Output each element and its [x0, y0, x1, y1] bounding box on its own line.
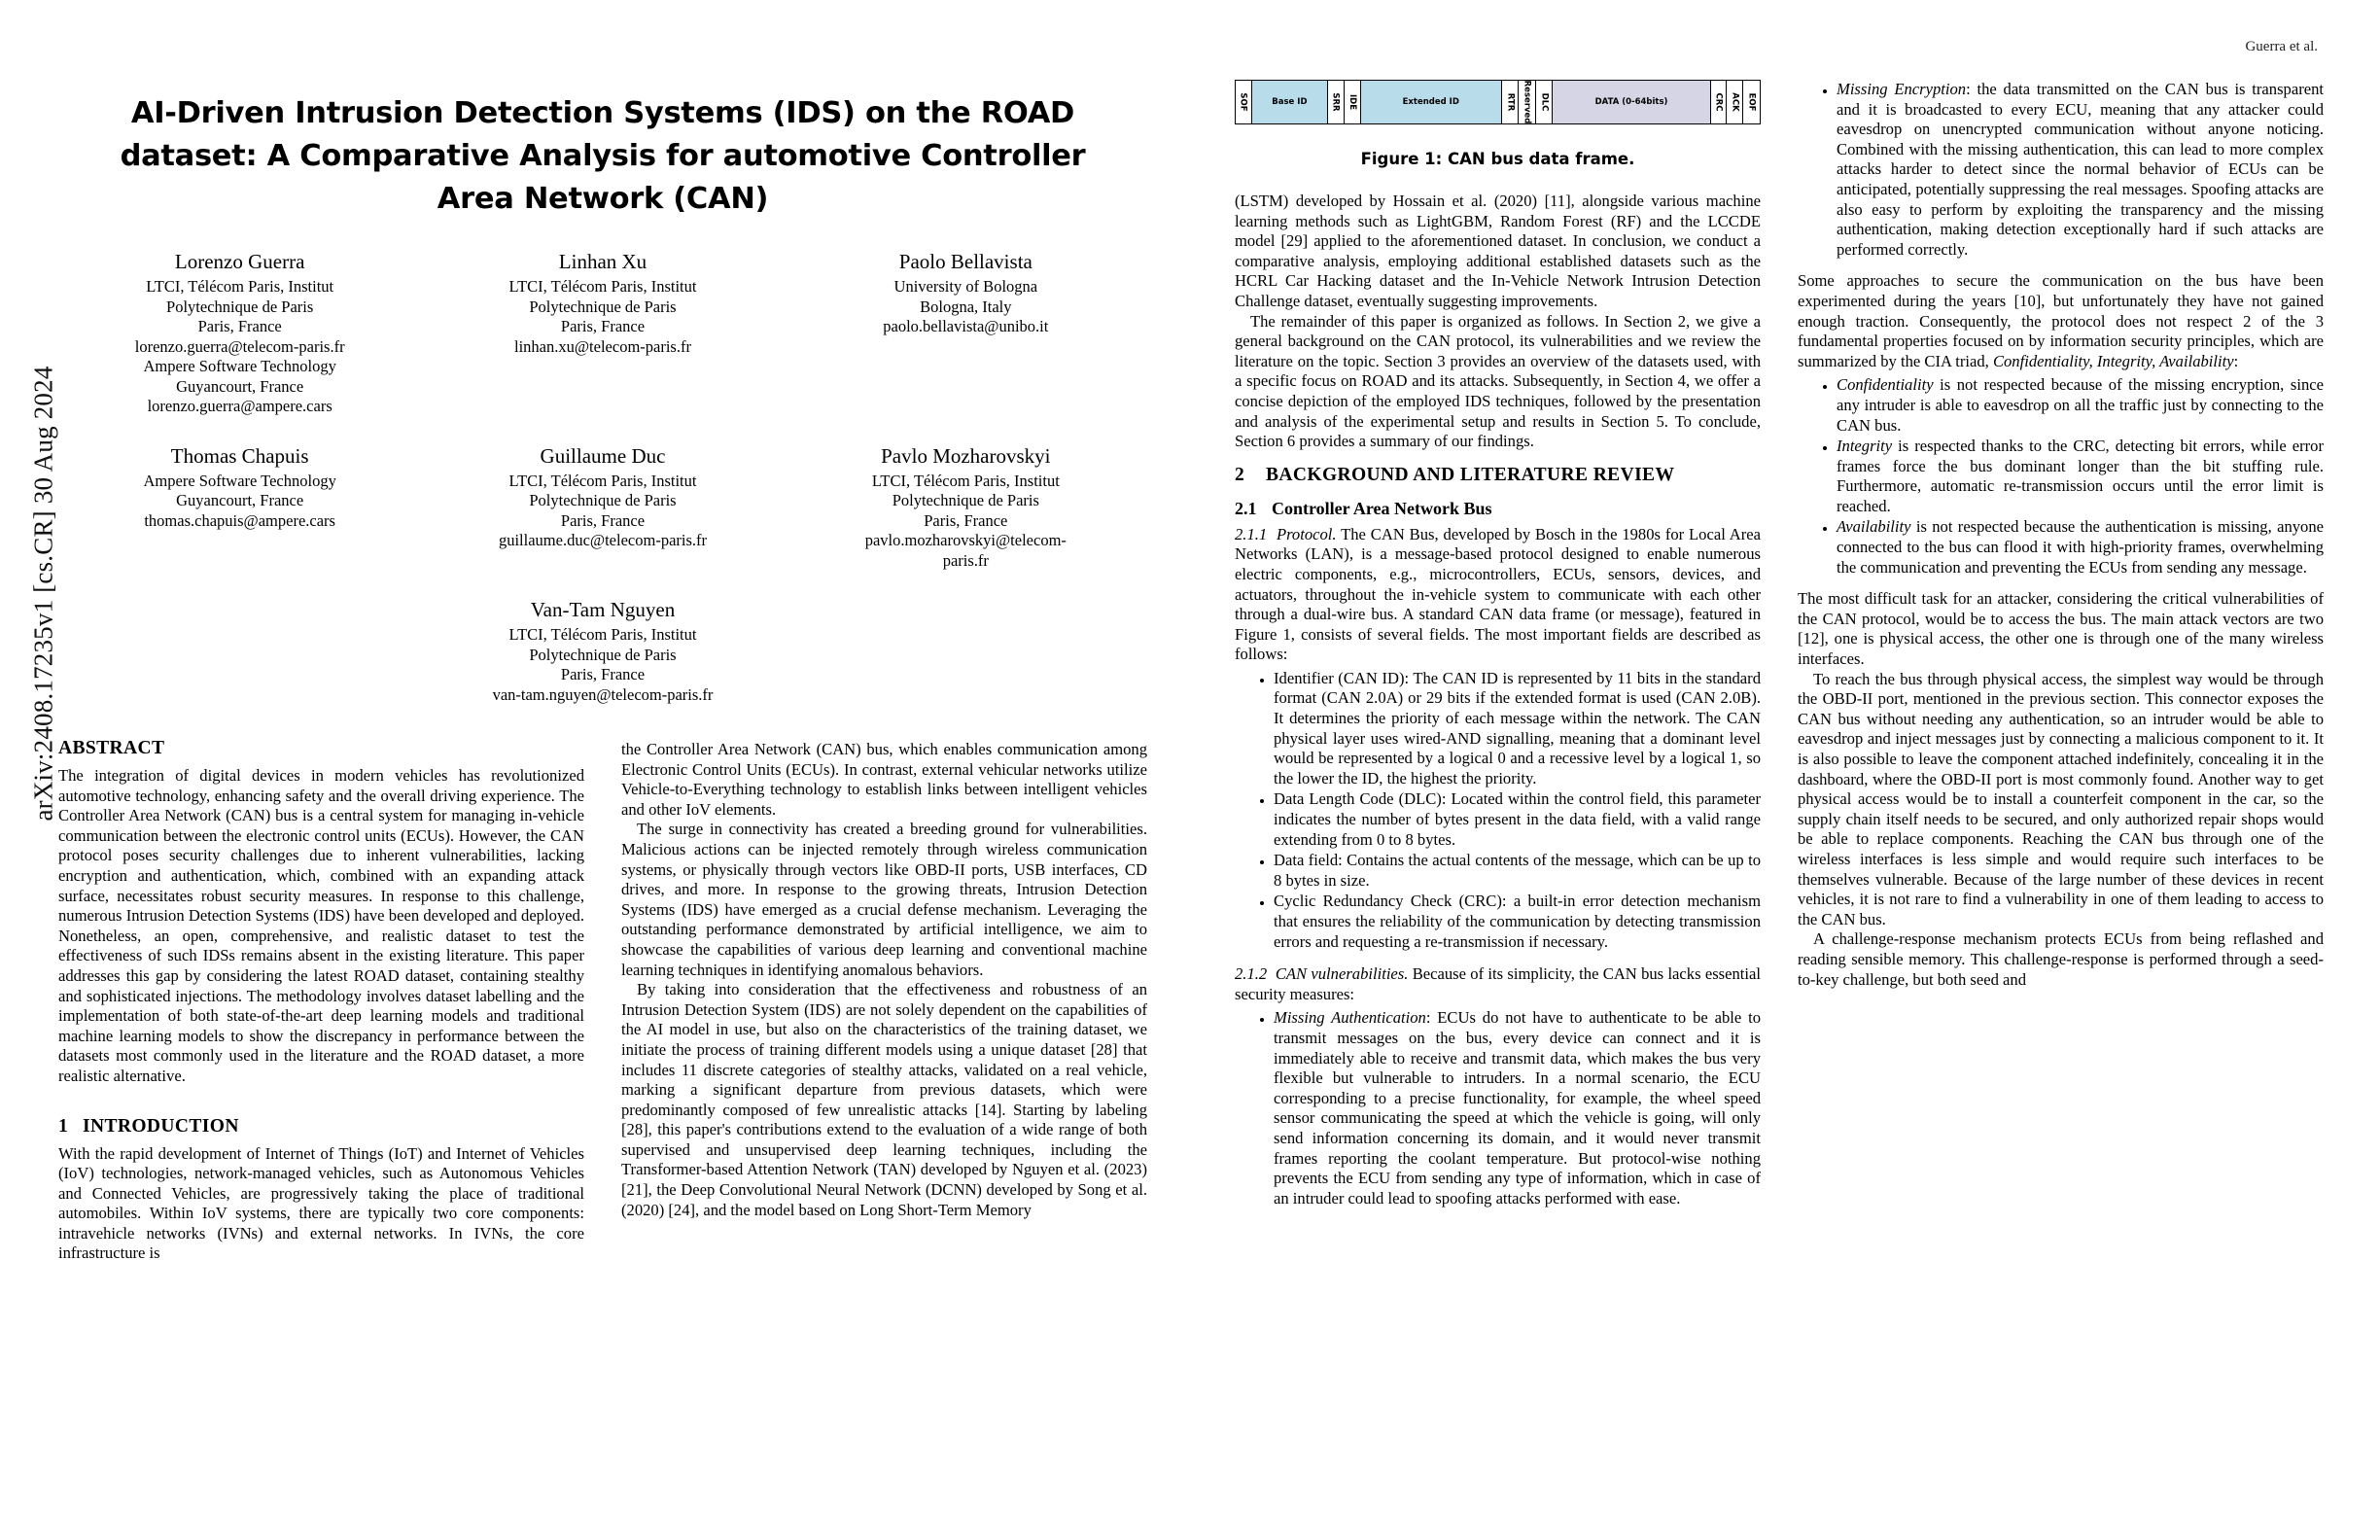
author-email[interactable]: paolo.bellavista@unibo.it — [883, 317, 1049, 335]
protocol-paragraph — [1235, 525, 1761, 665]
author-affil-line: Paris, France — [560, 317, 646, 335]
arxiv-stamp: arXiv:2408.17235v1 [cs.CR] 30 Aug 2024 — [28, 366, 58, 822]
can-frame-field-extended-id — [1361, 81, 1502, 123]
can-frame-field-label: SRR — [1330, 92, 1341, 112]
abstract-text: The integration of digital devices in modern vehicles has revolutionized automotive technology, enhancing safety and the overall driving experience. The Controller Area Network (CAN) bus is a central system for managing in-vehicle communication between the electronic control units (ECUs). However, the CAN protocol poses security challenges due to inherent vulnerabilities, lacking encryption and authentication, which, combined with an expanding attack surface, necessitates robust security measures. In response to this challenge, numerous Intrusion Detection Systems (IDS) have been developed and deployed. Nonetheless, an open, comprehensive, and realistic dataset to test the effectiveness of such IDSs remains absent in the existing literature. This paper addresses this gap by considering the latest ROAD dataset, containing stealthy and sophisticated injections. The methodology involves dataset labelling and the implementation of both state-of-the-art deep learning models and traditional machine learning models to show the discrepancy in performance between the datasets most commonly used in the literature and the ROAD dataset, a more realistic alternative. — [58, 766, 584, 1085]
abstract-heading: ABSTRACT — [58, 738, 165, 758]
bullet-text: is not respected because the authentication is missing, anyone connected to the bus can flood it with high-priority frames, overwhelming the communication and preventing the ECUs from sending any message. — [1837, 517, 2324, 577]
author-name: Pavlo Mozharovskyi — [881, 443, 1051, 468]
author-affil-line: Polytechnique de Paris — [892, 491, 1039, 509]
can-frame-field-crc — [1711, 81, 1728, 123]
bullet-text: is not respected because of the missing encryption, since any intruder is able to eavesdrop on all the traffic just by connecting to the CAN bus. — [1837, 375, 2324, 435]
can-frame-field-ide — [1345, 81, 1361, 123]
can-frame-field-label: Extended ID — [1402, 97, 1459, 107]
introduction-heading — [58, 1116, 584, 1138]
list-item: • Cyclic Redundancy Check (CRC): a built-in error detection mechanism that ensures the reliability of the communication by detecting transmission errors and requesting a re-transmission if necessary. — [1274, 892, 1761, 952]
list-item — [1837, 517, 2324, 578]
intro-paragraph: the Controller Area Network (CAN) bus, which enables communication among Electronic Control Units (ECUs). In contrast, external vehicular networks utilize Vehicle-to-Everything technology to establish links between intelligent vehicles and other IoV elements. — [621, 740, 1147, 819]
para-number: 2.1.1 — [1235, 524, 1268, 543]
figure-caption: Figure 1: CAN bus data frame. — [1360, 150, 1635, 168]
list-item: • Data Length Code (DLC): Located within the control field, this parameter indicates the number of bytes present in the data field, with a valid range extending from 0 to 8 bytes. — [1274, 789, 1761, 850]
section2-heading — [1235, 465, 1761, 486]
spacer — [58, 1087, 584, 1102]
author-block — [421, 596, 784, 705]
bullet-text: is respected thanks to the CRC, detecting bit errors, while error frames force the bus dominant longer than the bit stuffing rule. Furthermore, automatic re-transmission occurs until the error limit is reached. — [1837, 437, 2324, 515]
section-number: 2 — [1235, 464, 1245, 485]
can-frame-field-label: DLC — [1539, 92, 1550, 112]
para-text: The CAN Bus, developed by Bosch in the 1980s for Local Area Networks (LAN), is a message-based protocol designed to enable numerous electric components, e.g., microcontrollers, ECUs, sensors, devices, and actuators, throughout the in-vehicle system to communicate with each other through a dual-wire bus. A standard CAN data frame (or message), featured in Figure 1, consists of several fields. The most important fields are described as follows: — [1235, 524, 1762, 664]
intro-paragraph: The surge in connectivity has created a breeding ground for vulnerabilities. Malicious actions can be injected remotely through wireless communication systems, or physically through vectors like OBD-II ports, USB interfaces, CD drives, and more. In response to the growing threats, Intrusion Detection Systems (IDS) have emerged as a crucial defense mechanism. Leveraging the outstanding performance demonstrated by artificial intelligence, we aim to showcase the capabilities of various deep learning and conventional machine learning techniques in identifying anomalous behaviors. — [621, 820, 1147, 979]
author-affil-line: Paris, France — [197, 317, 282, 335]
subsection-title: Controller Area Network Bus — [1272, 498, 1492, 518]
author-affil-line: LTCI, Télécom Paris, Institut — [508, 625, 697, 644]
author-block — [58, 248, 421, 417]
cia-intro-post: : — [2233, 351, 2239, 370]
author-affil-line: University of Bologna — [893, 277, 1038, 296]
can-frame-field-rtr — [1502, 81, 1519, 123]
section-title: INTRODUCTION — [83, 1115, 239, 1137]
author-email-cont[interactable]: paris.fr — [942, 550, 989, 570]
para-number: 2.1.2 — [1235, 964, 1268, 984]
can-frame-field-label: CRC — [1713, 92, 1724, 112]
spacer — [1798, 261, 2324, 271]
vulnerabilities-paragraph — [1235, 964, 1761, 1004]
intro-paragraph: By taking into consideration that the effectiveness and robustness of an Intrusion Detection System (IDS) are not solely dependent on the capabilities of the AI model in use, but also on the characteristics of the training dataset, we initiate the process of training different models using a unique dataset [28] that includes 11 discrete categories of stealthy attacks, validated on a real vehicle, marking a significant departure from previous datasets, which were predominantly composed of few unrealistic attacks [14]. Starting by labeling [28], this paper's contributions extend to the evaluation of a wide range of both supervised and unsupervised deep learning techniques, including the Transformer-based Attention Network (TAN) developed by Nguyen et al. (2023) [21], the Deep Convolutional Neural Network (DCNN) developed by Song et al. (2020) [24], and the model based on Long Short-Term Memory — [621, 980, 1147, 1219]
author-email[interactable]: lorenzo.guerra@telecom-paris.fr — [134, 336, 345, 356]
can-frame-field-label: DATA (0-64bits) — [1594, 97, 1668, 107]
spacer — [58, 1102, 584, 1116]
author-name: Guillaume Duc — [540, 443, 666, 468]
can-frame-field-label: RTR — [1504, 92, 1515, 112]
running-head: Guerra et al. — [2245, 39, 2318, 54]
can-frame-field-sof — [1236, 81, 1252, 123]
author-affil-line: LTCI, Télécom Paris, Institut — [146, 277, 334, 296]
spacer — [1235, 452, 1761, 465]
section-number: 1 — [58, 1115, 69, 1137]
column-left — [58, 738, 584, 1264]
list-item — [1274, 1008, 1761, 1208]
author-email[interactable]: van-tam.nguyen@telecom-paris.fr — [492, 684, 714, 704]
can-frame-field-reserved — [1519, 81, 1536, 123]
protocol-bullet-list — [1235, 669, 1761, 952]
author-name: Van-Tam Nguyen — [530, 598, 676, 621]
author-email[interactable]: linhan.xu@telecom-paris.fr — [514, 336, 691, 356]
can-frame-field-label: SOF — [1238, 92, 1248, 112]
can-frame-field-label: EOF — [1746, 92, 1757, 112]
can-frame-row — [1235, 80, 1761, 124]
can-frame-field-label: Reserved — [1522, 81, 1532, 123]
para-lead-label: CAN vulnerabilities. — [1275, 964, 1409, 984]
bullet-lead: Confidentiality — [1837, 375, 1934, 395]
cia-after-paragraph: The most difficult task for an attacker, considering the critical vulnerabilities of the CAN protocol, would be to access the bus. The main attack vectors are two [12], one is physical access, the other one is through one of the many wireless interfaces. — [1798, 589, 2324, 669]
author-affil-line: Guyancourt, France — [176, 376, 304, 396]
author-affil-line: LTCI, Télécom Paris, Institut — [508, 277, 697, 296]
para-lead-label: Protocol. — [1276, 524, 1337, 543]
list-item: • Data field: Contains the actual contents of the message, which can be up to 8 bytes in size. — [1274, 851, 1761, 891]
can-frame-field-dlc — [1536, 81, 1554, 123]
cia-triad-terms: Confidentiality, Integrity, Availability — [1992, 351, 2234, 370]
cia-bullet-list — [1798, 375, 2324, 578]
author-affil-line: Paris, France — [560, 510, 646, 530]
author-affil-line: Bologna, Italy — [920, 297, 1012, 316]
list-item: • Identifier (CAN ID): The CAN ID is represented by 11 bits in the standard format (CAN 2.0A) or 29 bits if the extended format is used (CAN 2.0B). It determines the priority of each message within the network. The CAN physical layer uses wired-AND signalling, meaning that a dominant level would be represented by a logical 0 and a recessive level by a logical 1, so the lower the ID, the highest the priority. — [1274, 669, 1761, 789]
page-two-columns — [1235, 80, 2324, 1209]
author-name: Thomas Chapuis — [170, 443, 309, 468]
spacer — [1798, 578, 2324, 589]
subsection-2-1-heading — [1235, 499, 1761, 519]
author-affil-line: Paris, France — [924, 510, 1008, 530]
bullet-text: : the data transmitted on the CAN bus is transparent and it is broadcasted to every ECU, meaning that any attacker could eavesdrop on unencrypted communication without anyone noticing. Combined with the missing authentication, this can lead to more complex attacks harder to detect since the normal behavior of ECUs can be anticipated, potentially suppressing the real messages. Spoofing attacks are also easy to perform by exploiting the transparency and the missing authentication, making detection exceptionally hard if such attacks are performed correctly. — [1837, 80, 2325, 259]
can-frame-field-srr — [1328, 81, 1345, 123]
vulnerabilities-bullet-list-cont — [1798, 80, 2324, 260]
bullet-lead: Missing Authentication — [1274, 1008, 1426, 1028]
can-frame-field-label: ACK — [1730, 92, 1740, 112]
author-affil-line: Polytechnique de Paris — [529, 645, 677, 664]
vulnerabilities-bullet-list — [1235, 1008, 1761, 1208]
bullet-lead: Integrity — [1837, 437, 1893, 456]
author-block — [421, 248, 784, 417]
cia-intro-paragraph — [1798, 271, 2324, 371]
author-block — [785, 248, 1147, 417]
author-block — [785, 442, 1147, 572]
can-frame-field-data-0-64bits — [1553, 81, 1710, 123]
author-row-1 — [58, 248, 1147, 417]
spacer — [1235, 953, 1761, 964]
cia-after-paragraph: To reach the bus through physical access, the simplest way would be through the OBD-II port, mentioned in the previous section. This connector exposes the CAN bus without needing any authentication, so an intruder would be able to eavesdrop and inject messages just by connecting a malicious component to it. It is also possible to leave the component attached indefinitely, concealing it in the dashboard, where the OBD-II port is most commonly found. Another way to get physical access would be to install a counterfeit component in the car, so the supply chain itself needs to be secured, and only authorized repair shops would be able to replace components. Reaching the CAN bus through one of the wireless interfaces is less simple and would require such interfaces to be themselves vulnerable. Because of the large number of these devices in recent vehicles, it is not rare to find a vulnerability in one of them leading to access to the CAN bus. — [1798, 669, 2324, 928]
author-row-2 — [58, 442, 1147, 572]
figure-can-bus-frame — [1235, 80, 1761, 168]
author-email[interactable]: pavlo.mozharovskyi@telecom- — [864, 531, 1067, 549]
intro-paragraph: With the rapid development of Internet of Things (IoT) and Internet of Vehicles (IoV) technologies, network-managed vehicles, such as Autonomous Vehicles and Connected Vehicles, are progressively taking the place of traditional automobiles. Within IoV systems, there are typically two core components: intravehicle networks (IVNs) and external networks. In IVNs, the core infrastructure is — [58, 1143, 584, 1263]
can-frame-field-label: Base ID — [1272, 97, 1308, 107]
list-item — [1837, 437, 2324, 516]
author-name: Paolo Bellavista — [898, 250, 1032, 273]
author-name: Lorenzo Guerra — [174, 250, 305, 273]
author-affil-line: Paris, France — [560, 665, 646, 683]
bullet-text: : ECUs do not have to authenticate to be able to transmit messages on the bus, every device can connect and it is immediately able to receive and transmit data, which makes the bus very flexible but vulnerable to intruders. In a normal scenario, the ECU corresponding to a precise functionality, for example, the wheel speed sensor communicating the speed at which the vehicle is going, will only send information concerning its domain, and it would never transmit frames reporting the coolant temperature. But protocol-wise nothing prevents the ECU from sending any type of information, which in case of an intruder could lead to spoofing attacks performed with ease. — [1274, 1008, 1761, 1208]
author-name: Linhan Xu — [558, 250, 648, 273]
para-text: Because of its simplicity, the CAN bus lacks essential security measures: — [1235, 964, 1761, 1003]
can-frame-field-eof — [1743, 81, 1760, 123]
bullet-lead: Availability — [1837, 517, 1911, 537]
can-frame-field-ack — [1727, 81, 1743, 123]
intro-paragraph: (LSTM) developed by Hossain et al. (2020) [11], alongside various machine learning methods such as LightGBM, Random Forest (RF) and the LCCDE model [29] applied to the aforementioned dataset. In conclusion, we conduct a comparative analysis, employing additional established datasets such as the HCRL Car Hacking dataset and the In-Vehicle Network Intrusion Detection Challenge dataset, eventually suggesting improvements. — [1235, 192, 1761, 310]
author-email[interactable]: lorenzo.guerra@ampere.cars — [147, 397, 332, 415]
can-frame-field-label: IDE — [1347, 93, 1357, 111]
subsection-number: 2.1 — [1235, 498, 1257, 518]
author-email[interactable]: thomas.chapuis@ampere.cars — [144, 510, 335, 530]
author-block — [58, 442, 421, 572]
author-affil-line: Polytechnique de Paris — [529, 491, 677, 509]
can-frame-field-base-id — [1252, 81, 1328, 123]
section-title: BACKGROUND AND LITERATURE REVIEW — [1266, 464, 1675, 485]
list-item — [1837, 80, 2324, 260]
author-row-3 — [58, 596, 1147, 705]
column-middle — [1235, 80, 1761, 1209]
author-affil-line: Ampere Software Technology — [143, 471, 336, 490]
author-affil-line: LTCI, Télécom Paris, Institut — [508, 471, 697, 490]
author-affil-line: Polytechnique de Paris — [529, 297, 677, 316]
author-block — [421, 442, 784, 572]
bullet-lead: Missing Encryption — [1837, 80, 1967, 98]
cia-intro-pre: Some approaches to secure the communication on the bus have been experimented during the years [10], but unfortunately they have not gained enough traction. Consequently, the protocol does not respect 2 of the 3 fundamental properties focused on by information security principles, which are summarized by the CIA triad, — [1798, 271, 2324, 370]
list-item — [1837, 375, 2324, 436]
page-title: AI-Driven Intrusion Detection Systems (IDS) on the ROAD dataset: A Comparative Analysis for automotive Controller Area Network (CAN) — [120, 96, 1086, 216]
page-two — [1235, 39, 2324, 1497]
author-affil-line: Ampere Software Technology — [143, 357, 336, 375]
intro-paragraph: The remainder of this paper is organized as follows. In Section 2, we give a general background on the CAN protocol, its vulnerabilities and we review the literature on the topic. Section 3 provides an overview of the datasets used, with a specific focus on ROAD and its attacks. Subsequently, in Section 4, we offer a concise depiction of the employed IDS techniques, followed by the presentation and analysis of the experimental setup and results in Section 5. To conclude, Section 6 provides a summary of our findings. — [1235, 311, 1761, 451]
column-right — [621, 738, 1147, 1264]
spacer — [1235, 168, 1761, 192]
column-right — [1798, 80, 2324, 1209]
author-email[interactable]: guillaume.duc@telecom-paris.fr — [498, 531, 708, 549]
page-one-columns — [58, 738, 1147, 1264]
cia-after-paragraph: A challenge-response mechanism protects ECUs from being reflashed and reading sensible memory. This challenge-response is performed through a seed-to-key challenge, but both seed and — [1798, 929, 2324, 989]
page-one — [58, 39, 1147, 1497]
author-affil-line: Polytechnique de Paris — [166, 297, 314, 316]
author-affil-line: Guyancourt, France — [176, 491, 304, 509]
author-affil-line: LTCI, Télécom Paris, Institut — [871, 471, 1060, 490]
